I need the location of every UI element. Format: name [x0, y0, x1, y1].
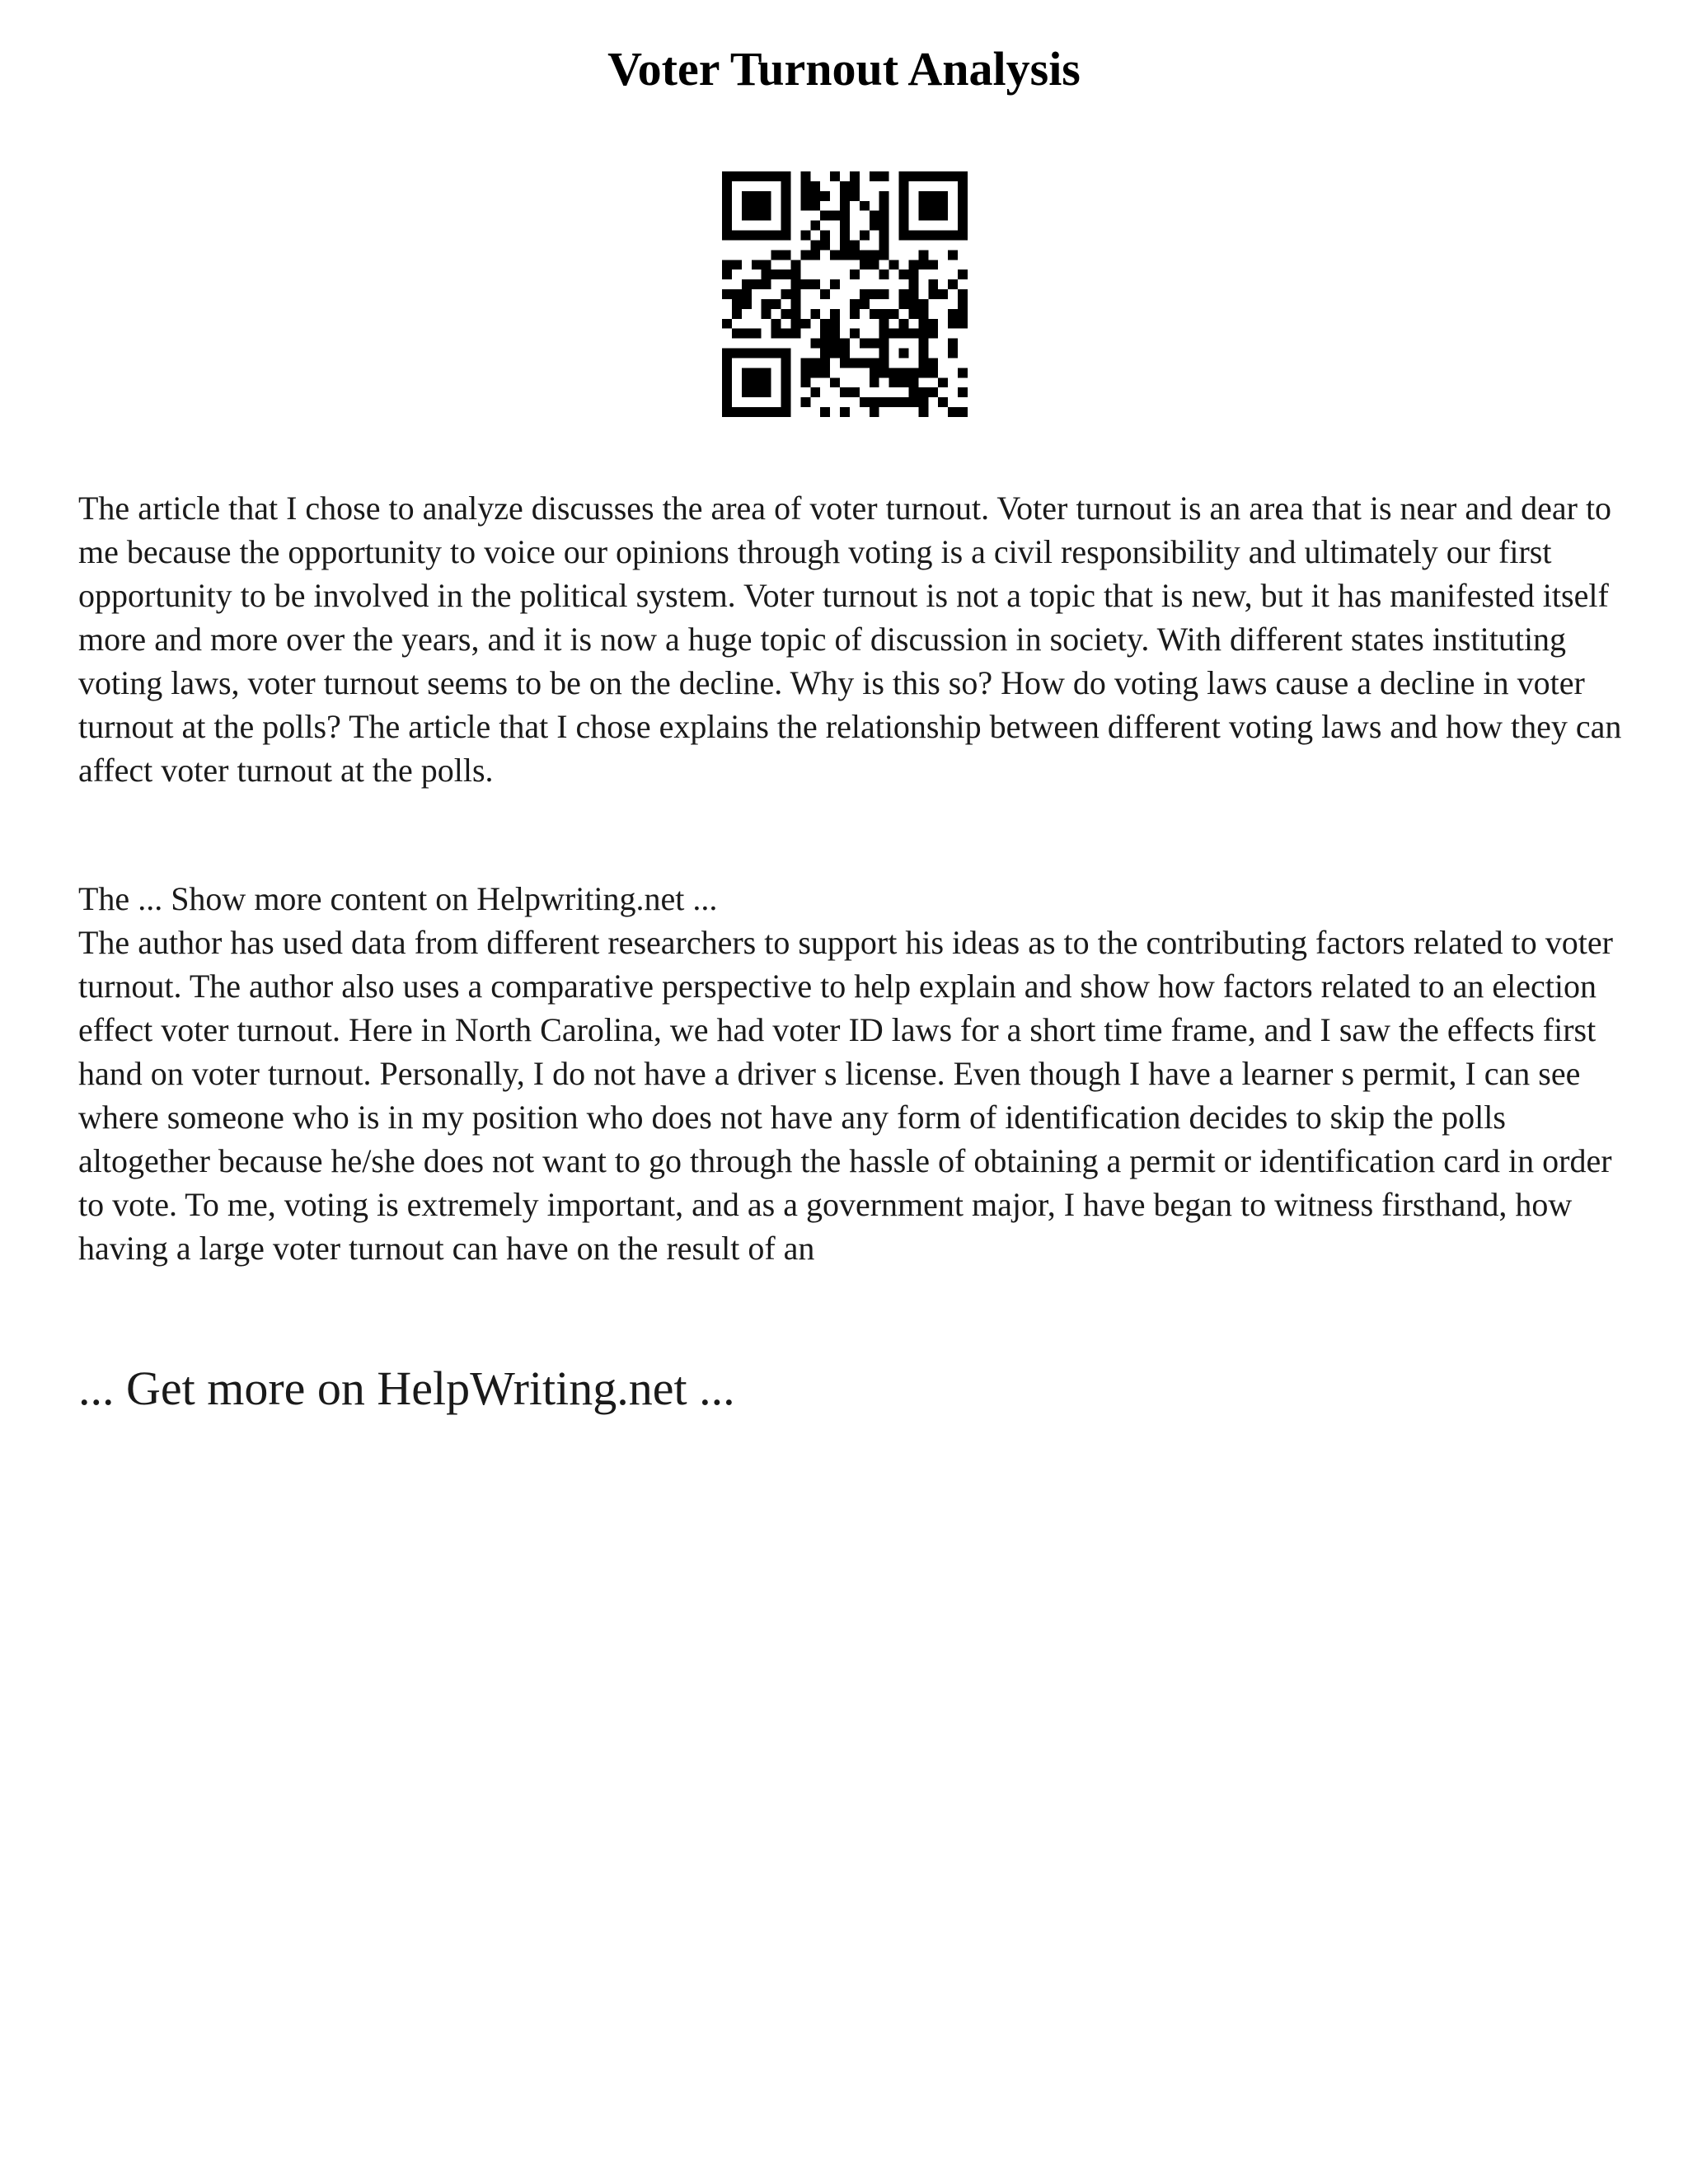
qr-code-icon[interactable] [722, 171, 968, 417]
get-more-link[interactable]: ... Get more on HelpWriting.net ... [78, 1361, 735, 1415]
paragraph-analysis: The author has used data from different researchers to support his ideas as to the contributing factors related to voter turnout. The author also uses a comparative perspective to help explain and show how factors related to an election effect voter turnout. Here in North Carolina, we had voter ID laws for a short time frame, and I saw the effects first hand on voter turnout. Personally, I do not have a driver s license. Even though I have a learner s permit, I can see where someone who is in my position who does not have any form of identification decides to skip the polls altogether because he/she does not want to go through the hassle of obtaining a permit or identification card in order to vote. To me, voting is extremely important, and as a government major, I have began to witness firsthand, how having a large voter turnout can have on the result of an [78, 924, 1613, 1267]
show-more-link[interactable]: The ... Show more content on Helpwriting.net ... [78, 880, 718, 917]
paragraph-intro: The article that I chose to analyze discusses the area of voter turnout. Voter turnout is an area that is near and dear to me because the opportunity to voice our opinions through voting is a civil responsibility and ultimately our first opportunity to be involved in the political system. Voter turnout is not a topic that is new, but it has manifested itself more and more over the years, and it is now a huge topic of discussion in society. With different states instituting voting laws, voter turnout seems to be on the decline. Why is this so? How do voting laws cause a decline in voter turnout at the polls? The article that I chose explains the relationship between different voting laws and how they can affect voter turnout at the polls. [78, 490, 1622, 789]
page-title: Voter Turnout Analysis [607, 42, 1081, 96]
